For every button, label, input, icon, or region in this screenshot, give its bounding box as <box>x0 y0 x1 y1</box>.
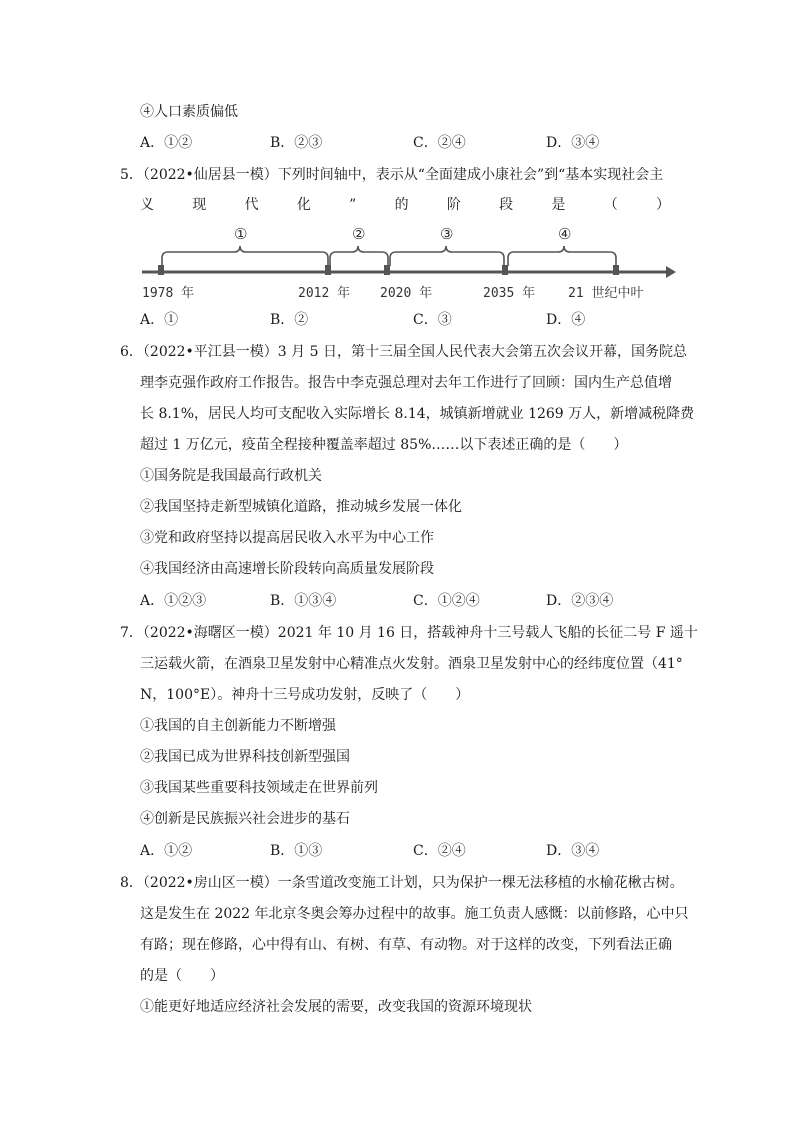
timeline-segment-2: ② <box>352 225 366 243</box>
q4-option-d[interactable]: D．③④ <box>546 135 600 151</box>
q5-char: ” <box>349 197 357 213</box>
q5-option-a[interactable]: A．① <box>140 312 179 328</box>
q7-option-c[interactable]: C．②④ <box>413 843 466 859</box>
q6-stem-line-3: 长 8.1%，居民人均可支配收入实际增长 8.14，城镇新增就业 1269 万人，新增减税降费 <box>140 406 695 422</box>
q8-stem-line-3: 有路；现在修路，心中得有山、有树、有草、有动物。对于这样的改变，下列看法正确 <box>140 937 672 953</box>
timeline-brace-1 <box>162 246 328 266</box>
timeline-label-1978: 1978 年 <box>142 286 195 301</box>
q5-char: 义 <box>140 197 154 213</box>
q6-item-3: ③党和政府坚持以提高居民收入水平为中心工作 <box>140 530 434 546</box>
q6-stem-line-2: 理李克强作政府工作报告。报告中李克强总理对去年工作进行了回顾：国内生产总值增 <box>140 375 672 391</box>
q6-stem-line-4: 超过 1 万亿元，疫苗全程接种覆盖率超过 85%……以下表述正确的是（ ） <box>140 437 628 453</box>
q5-char: 化 <box>296 197 311 213</box>
q6-option-b[interactable]: B．①③④ <box>270 593 337 609</box>
q5-char: 现 <box>192 197 207 213</box>
q6-option-c[interactable]: C．①②④ <box>413 593 480 609</box>
timeline-label-2012: 2012 年 <box>298 286 351 301</box>
q4-option-b[interactable]: B．②③ <box>270 135 323 151</box>
q4-option-c[interactable]: C．②④ <box>413 135 466 151</box>
q5-stem-line-1: 5．（2022•仙居县一模）下列时间轴中，表示从“全面建成小康社会”到“基本实现社会主 <box>120 167 664 183</box>
q8-item-1: ①能更好地适应经济社会发展的需要，改变我国的资源环境现状 <box>140 999 532 1015</box>
q5-option-b[interactable]: B．② <box>270 312 309 328</box>
q5-char: （ <box>603 197 618 213</box>
timeline-brace-2 <box>330 246 388 266</box>
q7-stem-line-2: 三运载火箭，在酒泉卫星发射中心精准点火发射。酒泉卫星发射中心的经纬度位置（41° <box>140 656 683 672</box>
q8-stem-line-1: 8．（2022•房山区一模）一条雪道改变施工计划，只为保护一棵无法移植的水榆花楸古树。 <box>120 875 684 891</box>
timeline-arrow <box>666 266 676 278</box>
q4-item-4: ④人口素质偏低 <box>140 104 238 120</box>
q5-char: 段 <box>499 197 514 213</box>
q8-stem-line-4: 的是（ ） <box>140 968 224 984</box>
q5-option-c[interactable]: C．③ <box>413 312 452 328</box>
timeline-segment-3: ③ <box>440 225 454 243</box>
timeline-marker-2012 <box>325 265 331 275</box>
q6-item-2: ②我国坚持走新型城镇化道路，推动城乡发展一体化 <box>140 499 462 515</box>
timeline-label-2035: 2035 年 <box>483 286 536 301</box>
timeline-marker-1978 <box>158 265 164 275</box>
timeline-marker-2035 <box>502 265 508 275</box>
q5-char: 阶 <box>446 197 461 213</box>
timeline-marker-2020 <box>384 265 390 275</box>
timeline-brace-3 <box>390 246 504 266</box>
q5-char: ） <box>655 197 670 213</box>
timeline-figure <box>138 222 678 304</box>
q6-stem-line-1: 6．（2022•平江县一模）3 月 5 日，第十三届全国人民代表大会第五次会议开幕，国务院总 <box>120 344 687 360</box>
q6-item-4: ④我国经济由高速增长阶段转向高质量发展阶段 <box>140 561 434 577</box>
timeline-marker-21c <box>613 265 619 275</box>
q7-stem-line-3: N，100°E）。神舟十三号成功发射，反映了（ ） <box>140 687 470 703</box>
q7-option-a[interactable]: A．①② <box>140 843 193 859</box>
q6-option-d[interactable]: D．②③④ <box>546 593 614 609</box>
timeline-segment-1: ① <box>234 225 248 243</box>
q7-item-1: ①我国的自主创新能力不断增强 <box>140 718 336 734</box>
timeline-brace-4 <box>508 246 616 266</box>
q7-item-4: ④创新是民族振兴社会进步的基石 <box>140 811 350 827</box>
q8-stem-line-2: 这是发生在 2022 年北京冬奥会筹办过程中的故事。施工负责人感慨：以前修路，心中只 <box>140 906 689 922</box>
q7-item-2: ②我国已成为世界科技创新型强国 <box>140 749 350 765</box>
timeline-axis-svg <box>138 222 678 282</box>
q7-option-d[interactable]: D．③④ <box>546 843 600 859</box>
timeline-label-2020: 2020 年 <box>380 286 433 301</box>
q7-item-3: ③我国某些重要科技领域走在世界前列 <box>140 780 378 796</box>
q5-char: 是 <box>551 197 566 213</box>
q7-option-b[interactable]: B．①③ <box>270 843 323 859</box>
q5-char: 代 <box>244 197 259 213</box>
q6-option-a[interactable]: A．①②③ <box>140 593 207 609</box>
timeline-label-21c: 21 世纪中叶 <box>568 286 644 301</box>
q5-char: 的 <box>394 197 409 213</box>
q5-stem-line-2 <box>140 195 670 215</box>
timeline-segment-4: ④ <box>558 225 572 243</box>
q6-item-1: ①国务院是我国最高行政机关 <box>140 468 322 484</box>
q4-option-a[interactable]: A．①② <box>140 135 193 151</box>
q7-stem-line-1: 7．（2022•海曙区一模）2021 年 10 月 16 日，搭载神舟十三号载人飞船的长征二号 F 遥十 <box>120 625 698 641</box>
q5-option-d[interactable]: D．④ <box>546 312 586 328</box>
